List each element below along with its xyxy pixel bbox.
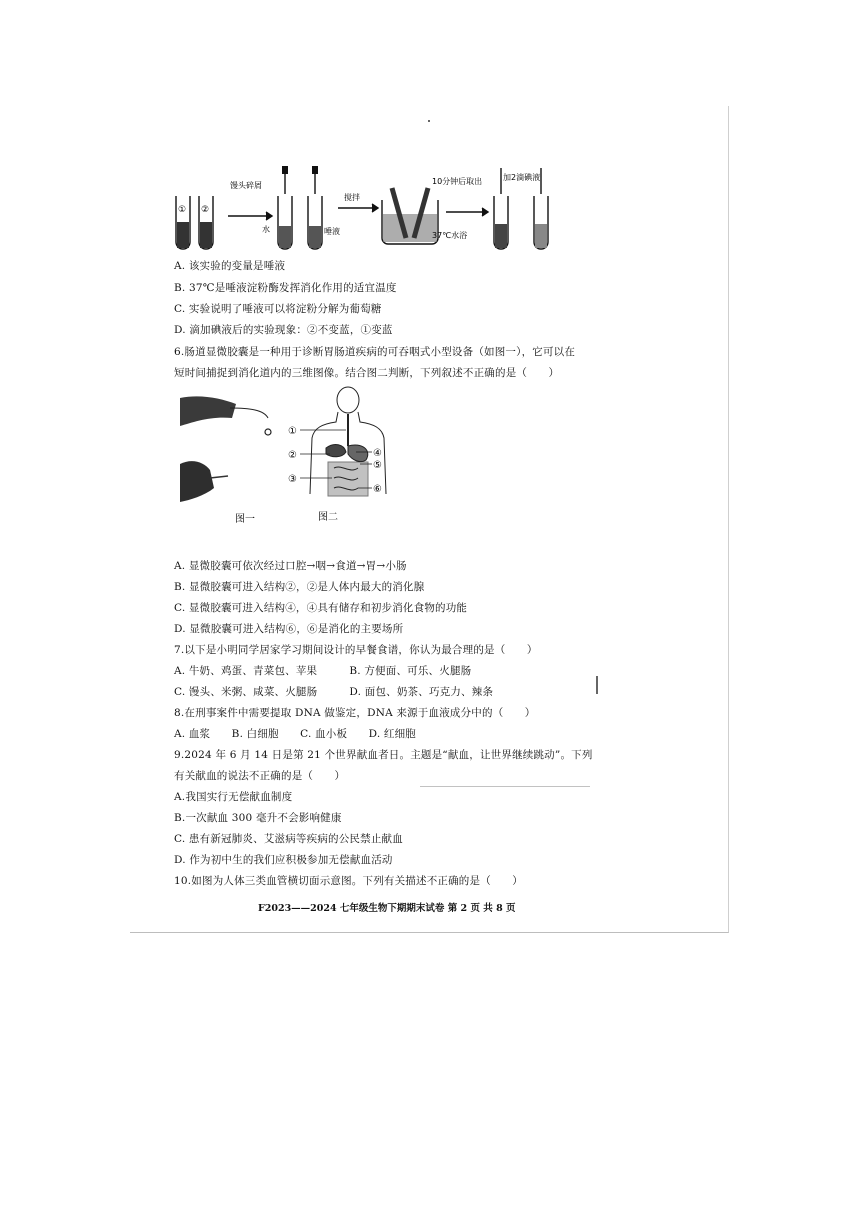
stir-label: 搅拌 — [344, 193, 360, 202]
q5-option-b: B. 37℃是唾液淀粉酶发挥消化作用的适宜温度 — [174, 282, 397, 294]
q6-option-b: B. 显微胶囊可进入结构②，②是人体内最大的消化腺 — [174, 581, 425, 593]
marker-2: ② — [288, 450, 297, 461]
q8-options: A. 血浆 B. 白细胞 C. 血小板 D. 红细胞 — [174, 728, 417, 740]
q5-option-a: A. 该实验的变量是唾液 — [174, 260, 286, 272]
water-label: 水 — [262, 225, 270, 234]
saliva-label: 唾液 — [324, 227, 340, 236]
q9-stem-line2: 有关献血的说法不正确的是（ ） — [174, 770, 346, 782]
q6-option-c: C. 显微胶囊可进入结构④，④具有储存和初步消化食物的功能 — [174, 602, 468, 614]
time-label: 10分钟后取出 — [432, 177, 483, 186]
scan-mark — [596, 676, 598, 694]
q8-stem: 8.在刑事案件中需要提取 DNA 做鉴定，DNA 来源于血液成分中的（ ） — [174, 707, 536, 719]
q6-option-a: A. 显微胶囊可依次经过口腔→咽→食道→胃→小肠 — [174, 560, 407, 572]
iodine-label: 加2滴碘液 — [503, 173, 541, 182]
q7-stem: 7.以下是小明同学居家学习期间设计的早餐食谱，你认为最合理的是（ ） — [174, 644, 538, 656]
marker-3: ③ — [288, 474, 297, 485]
q6-option-d: D. 显微胶囊可进入结构⑥，⑥是消化的主要场所 — [174, 623, 404, 635]
marker-6: ⑥ — [373, 484, 382, 495]
figure-2-caption: 图二 — [318, 512, 338, 523]
marker-5: ⑤ — [373, 460, 382, 471]
q6-stem-line1: 6.肠道显微胶囊是一种用于诊断胃肠道疾病的可吞咽式小型设备（如图一），它可以在 — [174, 346, 576, 358]
q9-option-a: A.我国实行无偿献血制度 — [174, 791, 293, 803]
q9-stem-line1: 9.2024 年 6 月 14 日是第 21 个世界献血者日。主题是“献血，让世界继续跳动”。下列 — [174, 749, 593, 761]
q7-options-row1: A. 牛奶、鸡蛋、青菜包、苹果 B. 方便面、可乐、火腿肠 — [174, 665, 472, 677]
q9-option-b: B.一次献血 300 毫升不会影响健康 — [174, 812, 342, 824]
starch-experiment-figure — [170, 164, 570, 256]
q5-option-d: D. 滴加碘液后的实验现象：②不变蓝，①变蓝 — [174, 324, 393, 336]
bath-label: 37℃水浴 — [432, 231, 468, 240]
q10-stem: 10.如图为人体三类血管横切面示意图。下列有关描述不正确的是（ ） — [174, 875, 523, 887]
marker-4: ④ — [373, 448, 382, 459]
figure-1-caption: 图一 — [235, 514, 255, 525]
q9-option-d: D. 作为初中生的我们应积极参加无偿献血活动 — [174, 854, 393, 866]
q9-option-c: C. 患有新冠肺炎、艾滋病等疾病的公民禁止献血 — [174, 833, 403, 845]
crumb-label: 馒头碎屑 — [230, 181, 262, 190]
marker-1: ① — [288, 426, 297, 437]
q5-option-c: C. 实验说明了唾液可以将淀粉分解为葡萄糖 — [174, 303, 382, 315]
tube-1-label: ① — [178, 205, 187, 215]
q7-options-row2: C. 馒头、米粥、咸菜、火腿肠 D. 面包、奶茶、巧克力、辣条 — [174, 686, 494, 698]
scan-dot — [428, 120, 430, 122]
figure-2-digestive-system — [286, 384, 406, 526]
figure-1-capsule-photo — [180, 392, 280, 527]
tube-2-label: ② — [201, 205, 210, 215]
page-footer: F2023——2024 七年级生物下期期末试卷 第 2 页 共 8 页 — [258, 903, 516, 914]
q6-stem-line2: 短时间捕捉到消化道内的三维图像。结合图二判断，下列叙述不正确的是（ ） — [174, 367, 560, 379]
scan-line — [420, 786, 590, 787]
